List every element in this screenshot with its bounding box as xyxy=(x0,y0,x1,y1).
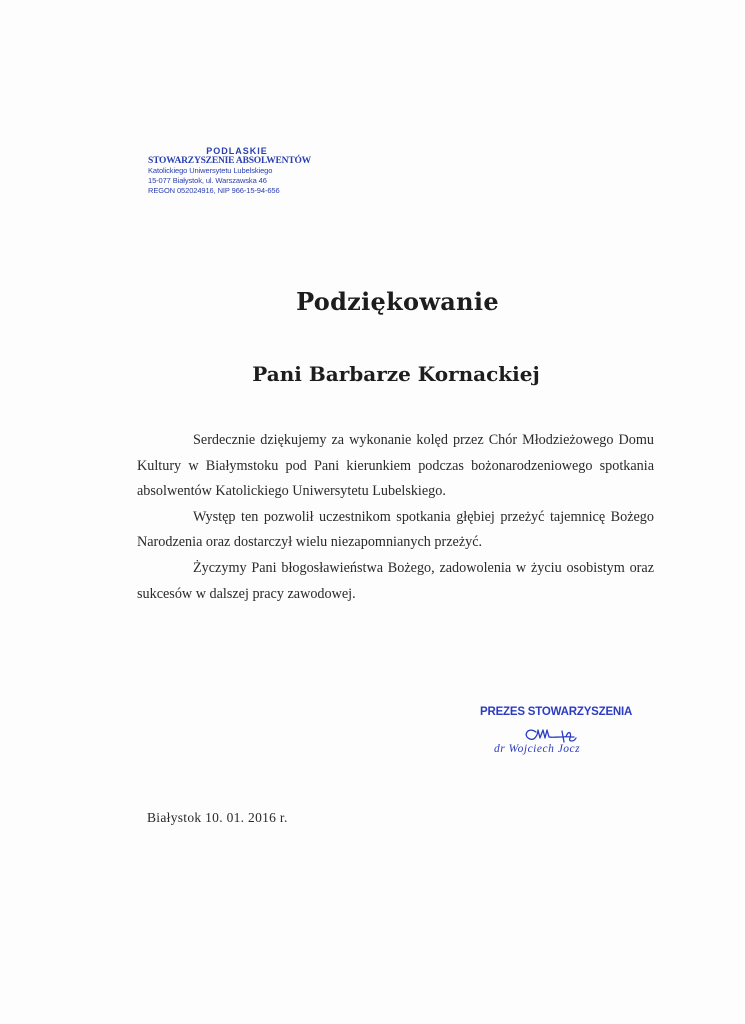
place-and-date: Białystok 10. 01. 2016 r. xyxy=(147,810,288,825)
recipient-line: Pani Barbarze Kornackiej xyxy=(252,362,540,386)
stamp-line-1: PODLASKIE xyxy=(206,146,268,156)
stamp-line-3: Katolickiego Uniwersytetu Lubelskiego xyxy=(148,166,273,175)
association-stamp xyxy=(148,146,318,196)
signatory-name: dr Wojciech Jocz xyxy=(494,743,581,755)
signatory-role: PREZES STOWARZYSZENIA xyxy=(480,706,633,718)
letter-body xyxy=(137,428,654,607)
stamp-line-5: REGON 052024916, NIP 966-15-94-656 xyxy=(148,186,280,195)
stamp-line-4: 15-077 Białystok, ul. Warszawska 46 xyxy=(148,176,267,185)
stamp-line-2: STOWARZYSZENIE ABSOLWENTÓW xyxy=(148,156,311,166)
body-paragraph: Serdecznie dziękujemy za wykonanie kolęd przez Chór Młodzieżowego Domu Kultury w Białymstoku pod Pani kierunkiem podczas bożonarodzeniowego spotkania absolwentów Katolickiego Uniwersytetu Lubelskiego. xyxy=(137,432,654,500)
letter-title: Podziękowanie xyxy=(296,287,499,316)
body-paragraph: Występ ten pozwolił uczestnikom spotkania głębiej przeżyć tajemnicę Bożego Narodzenia oraz dostarczył wielu niezapomnianych przeżyć. xyxy=(137,508,654,551)
body-paragraph: Życzymy Pani błogosławieństwa Bożego, zadowolenia w życiu osobistym oraz sukcesów w dalszej pracy zawodowej. xyxy=(137,559,654,602)
